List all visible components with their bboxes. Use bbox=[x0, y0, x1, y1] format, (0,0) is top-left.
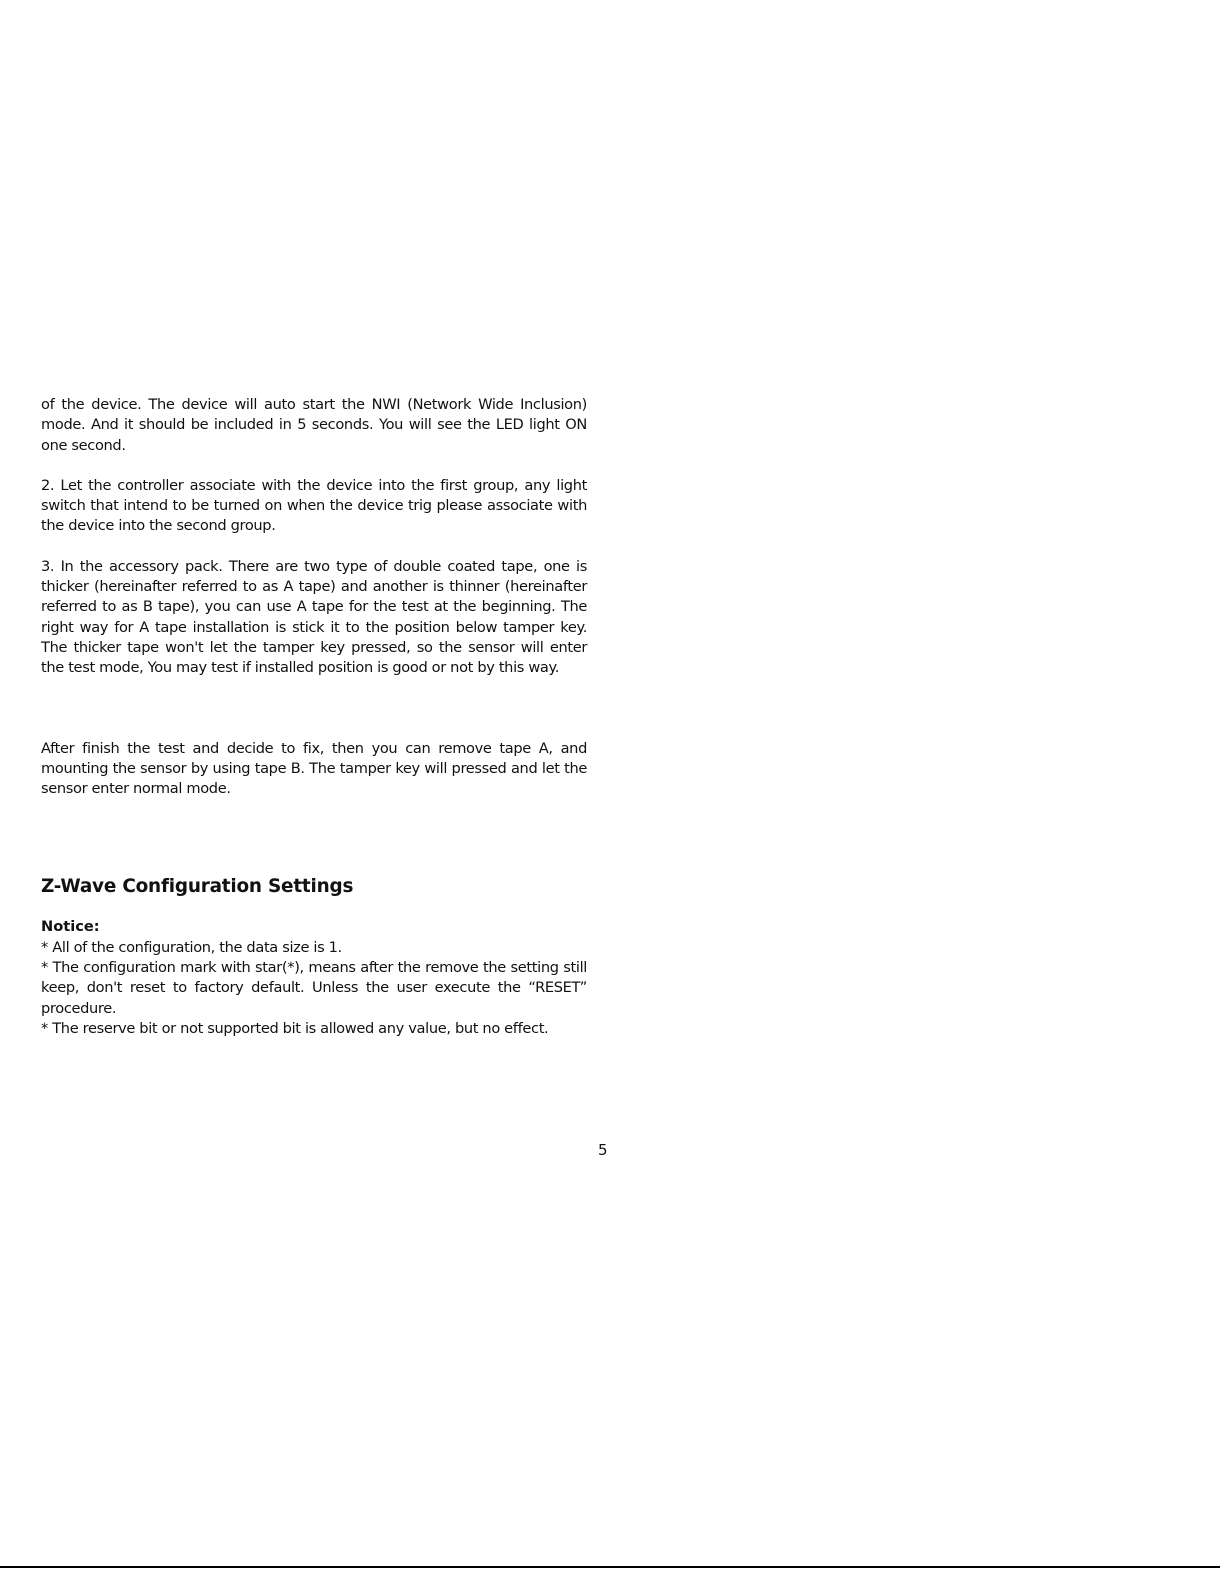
paragraph-accessory-tape: 3. In the accessory pack. There are two type of double coated tape, one is thicker (hereinafter referred to as A tape) and another is thinner (hereinafter referred to as B tape), you can use A tape for the test at the beginning. The right way for A tape installation is stick it to the position below tamper key. The thicker tape won't let the tamper key pressed, so the sensor will enter the test mode, You may test if installed position is good or not by this way. bbox=[41, 557, 587, 677]
paragraph-nwi-inclusion: of the device. The device will auto start the NWI (Network Wide Inclusion) mode. And it should be included in 5 seconds. You will see the LED light ON one second. bbox=[41, 396, 587, 454]
page-number: 5 bbox=[598, 1141, 608, 1159]
paragraph-association: 2. Let the controller associate with the device into the first group, any light switch that intend to be turned on when the device trig please associate with the device into the second group. bbox=[41, 476, 587, 535]
notice-item: * The reserve bit or not supported bit is allowed any value, but no effect. bbox=[41, 1019, 549, 1037]
notice-item: * All of the configuration, the data size is 1. bbox=[41, 938, 342, 956]
section-heading: Z-Wave Configuration Settings bbox=[41, 876, 354, 898]
notice-item: * The configuration mark with star(*), means after the remove the setting still keep, don't reset to factory default. Unless the user execute the “RESET” procedure. bbox=[41, 959, 587, 1017]
notice-label: Notice: bbox=[41, 918, 100, 936]
bottom-rule bbox=[0, 1566, 1220, 1568]
paragraph-mounting: After finish the test and decide to fix, then you can remove tape A, and mounting the sensor by using tape B. The tamper key will pressed and let the sensor enter normal mode. bbox=[41, 739, 587, 798]
page-content bbox=[41, 395, 587, 1039]
